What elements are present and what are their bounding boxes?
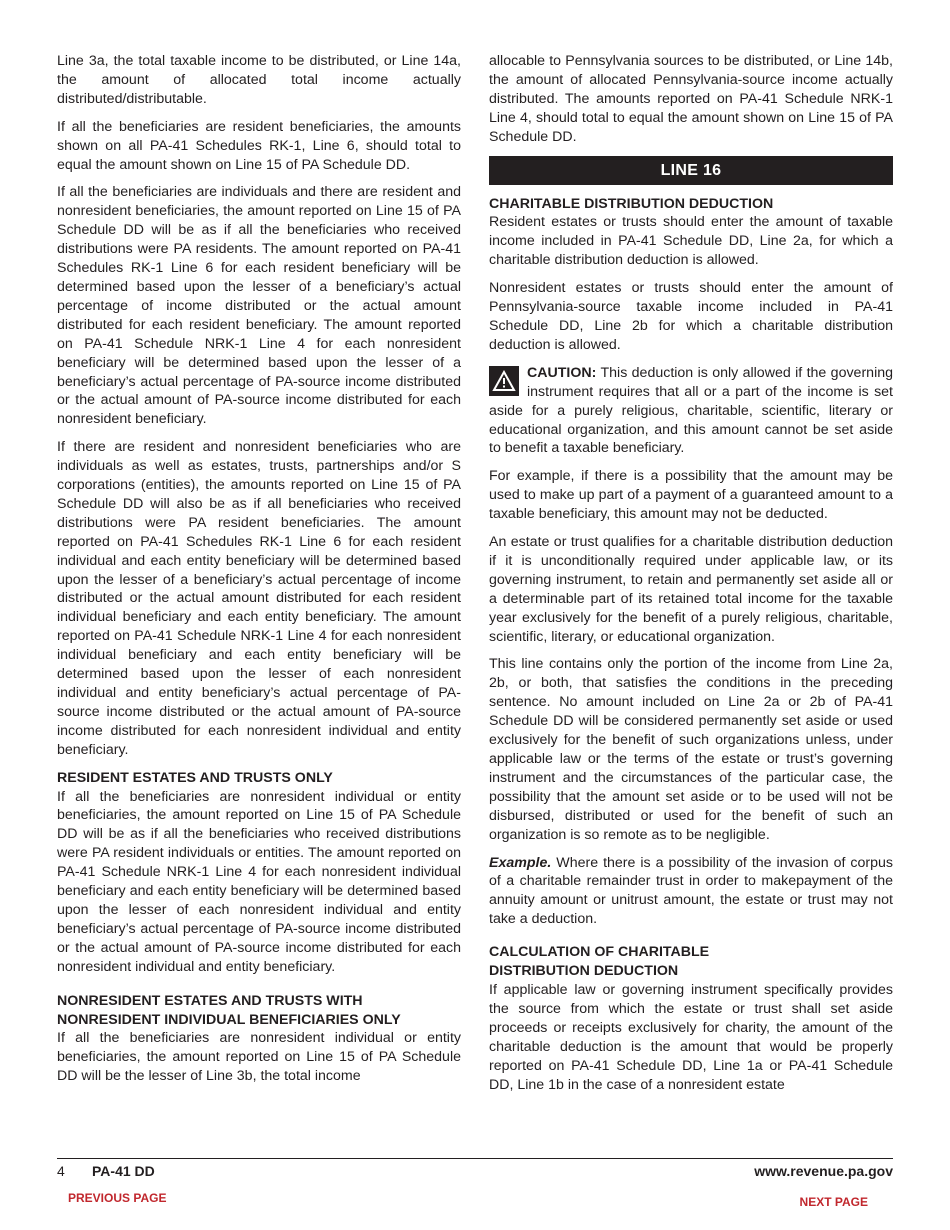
paragraph: This line contains only the portion of the income from Line 2a, 2b, or both, that satisfies the conditions in the preceding sentence. No amount included on Line 2a or 2b of PA-41 Schedule DD will be considered permanently set aside or used exclusively for the benefit of such organizations unless, under applicable law or the terms of the estate or trust’s governing instrument and the circumstances of the particular case, the possibility that the amount set aside or to be used will not be disbursed, distributed or used for the benefit of such an organization is so remote as to be negligible. — [489, 656, 893, 843]
paragraph: allocable to Pennsylvania sources to be distributed, or Line 14b, the amount of allocated Pennsylvania-source income actually distributed. The amounts reported on PA-41 Schedule NRK-1 Line 4, should total to equal the amount shown on Line 15 of PA Schedule DD. — [489, 53, 893, 145]
section-heading-resident: RESIDENT ESTATES AND TRUSTS ONLY — [57, 769, 333, 786]
paragraph: If all the beneficiaries are resident beneficiaries, the amounts shown on all PA-41 Schedules RK-1, Line 6, should total to equal the amount shown on Line 15 of PA Schedule DD. — [57, 118, 461, 173]
heading-line: NONRESIDENT INDIVIDUAL BENEFICIARIES ONLY — [57, 1011, 401, 1028]
section-heading-charitable: CHARITABLE DISTRIBUTION DEDUCTION — [489, 195, 774, 212]
right-column — [489, 52, 893, 1103]
heading-line: CALCULATION OF CHARITABLE — [489, 944, 710, 961]
example-label: Example. — [489, 854, 552, 871]
paragraph: Resident estates or trusts should enter the amount of taxable income included in PA-41 Schedule DD, Line 2a, for which a charitable distribution deduction is allowed. — [489, 214, 893, 269]
warning-icon — [489, 366, 519, 396]
section-heading-nonresident — [57, 992, 461, 1030]
paragraph: Nonresident estates or trusts should enter the amount of Pennsylvania-source taxable income included in PA-41 Schedule DD, Line 2b for which a charitable distribution deduction is allowed. — [489, 280, 893, 353]
footer-divider — [57, 1158, 893, 1159]
left-column — [57, 52, 461, 1095]
previous-page-link[interactable]: PREVIOUS PAGE — [68, 1191, 167, 1205]
paragraph: If all the beneficiaries are nonresident individual or entity beneficiaries, the amount reported on Line 15 of PA Schedule DD will be the lesser of Line 3b, the total income — [57, 1030, 461, 1085]
example-paragraph — [489, 854, 893, 930]
line-16-banner: LINE 16 — [489, 156, 893, 185]
paragraph: For example, if there is a possibility that the amount may be used to make up part of a payment of a guaranteed amount to a taxable beneficiary, this amount may not be deducted. — [489, 468, 893, 523]
example-text: Where there is a possibility of the invasion of corpus of a charitable remainder trust in order to makepayment of the annuity amount or unitrust amount, the estate or trust may not take a deduction. — [489, 854, 893, 928]
caution-text: This deduction is only allowed if the governing instrument requires that all or a part of the income is set aside for a purely religious, charitable, scientific, literary or educational organization, and this amount cannot be set aside to benefit a taxable beneficiary. — [489, 364, 893, 457]
website-url: www.revenue.pa.gov — [754, 1163, 893, 1179]
caution-label: CAUTION: — [527, 364, 597, 381]
next-page-link[interactable]: NEXT PAGE — [799, 1195, 868, 1209]
paragraph: If all the beneficiaries are nonresident individual or entity beneficiaries, the amount reported on Line 15 of PA Schedule DD will be as if all the beneficiaries who received distributions were PA resident individuals or entities. The amount reported on PA-41 Schedule NRK-1 Line 4 for each nonresident individual beneficiary and each entity beneficiary will be determined based upon the lesser of each nonresident individual and entity beneficiary’s actual percentage of PA-source income distributed or the actual amount of PA-source income distributed for each nonresident individual and entity beneficiary. — [57, 788, 461, 975]
heading-line: NONRESIDENT ESTATES AND TRUSTS WITH — [57, 992, 363, 1009]
form-name: PA-41 DD — [92, 1163, 155, 1179]
section-heading-calculation — [489, 943, 893, 981]
paragraph: If there are resident and nonresident beneficiaries who are individuals as well as estates, trusts, partnerships and/or S corporations (entities), the amounts reported on Line 15 of PA Schedule DD will also be as if all beneficiaries who received distributions were PA resident beneficiaries. The amount reported on PA-41 Schedules RK-1 Line 6 for each resident individual and each entity beneficiary will be determined based upon the lesser of a beneficiary’s actual percentage of income distributed or the actual amount distributed for each resident individual beneficiary and each entity beneficiary. The amount reported on PA-41 Schedule NRK-1 Line 4 for each nonresident individual beneficiary and each entity beneficiary will be determined based upon the lesser of each nonresident individual and entity beneficiary’s actual percentage of PA-source income distributed or the actual amount of PA-source income distributed for each nonresident individual and entity beneficiary. — [57, 439, 461, 758]
paragraph: If applicable law or governing instrument specifically provides the source from which the estate or trust shall set aside proceeds or receipts exclusively for charity, the amount of the charitable deduction is the amount that would be properly reported on PA-41 Schedule DD, Line 1a or PA-41 Schedule DD, Line 1b in the case of a nonresident estate — [489, 981, 893, 1093]
page-number: 4 — [57, 1163, 65, 1179]
heading-line: DISTRIBUTION DEDUCTION — [489, 963, 679, 980]
paragraph: An estate or trust qualifies for a charitable distribution deduction if it is unconditionally required under applicable law, or its governing instrument, to retain and permanently set aside all or a determinable part of its retained total income for the taxable year exclusively for the benefit of a purely religious, charitable, scientific, literary, or educational organization. — [489, 534, 893, 645]
paragraph: Line 3a, the total taxable income to be distributed, or Line 14a, the amount of allocated total income actually distributed/distributable. — [57, 53, 461, 107]
paragraph: If all the beneficiaries are individuals and there are resident and nonresident beneficiaries, the amount reported on Line 15 of PA Schedule DD will be as if all the beneficiaries who received distributions were PA residents. The amount reported on PA-41 Schedules RK-1 Line 6 for each resident beneficiary will be determined based upon the lesser of a beneficiary’s actual percentage of income distributed or the actual amount distributed for each resident beneficiary. The amount reported on PA-41 Schedule NRK-1 Line 4 for each nonresident beneficiary will be determined based upon the lesser of a beneficiary’s actual percentage of PA-source income distributed or the actual amount of PA-source income distributed for each nonresident beneficiary. — [57, 184, 461, 428]
caution-paragraph — [489, 364, 893, 459]
